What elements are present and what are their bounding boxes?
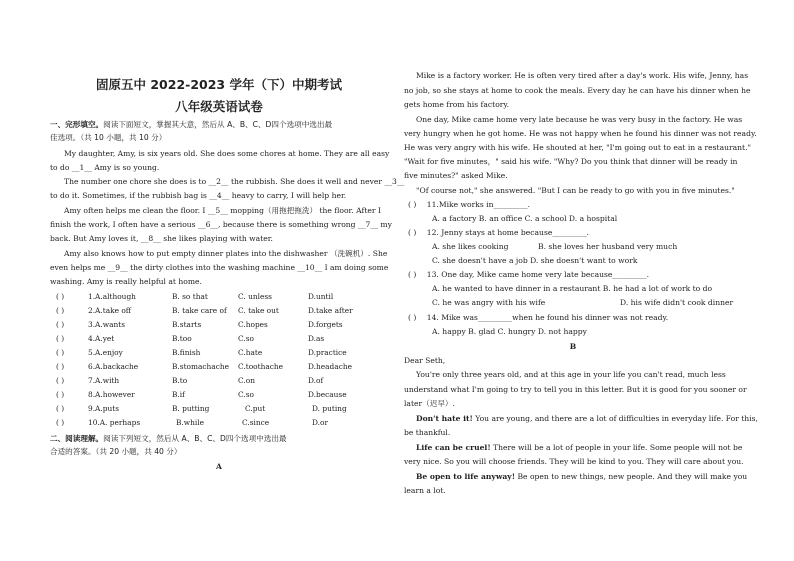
letter-salutation: Dear Seth, — [404, 356, 446, 365]
letter-p4-bold: Be open to life anyway! — [416, 472, 516, 481]
question-stem: 11.Mike works in_________. — [426, 200, 531, 209]
cloze-line-4: to do it. Sometimes, if the rubbish bag is __4__ heavy to carry, I will help her. — [50, 191, 347, 200]
option-a: 2.A.take off — [88, 306, 132, 315]
option-b: B.to — [172, 376, 188, 385]
section2-instruction-2: 合适的答案。（共 20 小题，共 40 分） — [50, 447, 182, 456]
option-d: D. puting — [312, 404, 347, 413]
option-a: 5.A.enjoy — [88, 348, 123, 357]
option-c: C. unless — [238, 292, 272, 301]
option-a: 3.A.wants — [88, 320, 125, 329]
passage-a-line-5: very hungry when he got home. He was not happy when he found his dinner was not ready. — [404, 129, 757, 138]
option-b: B.while — [176, 418, 204, 427]
cloze-line-1: My daughter, Amy, is six years old. She does some chores at home. They are all easy — [64, 149, 390, 158]
letter-p2-bold: Don't hate it! — [416, 414, 473, 423]
question-11-options: A. a factory B. an office C. a school D. a hospital — [432, 214, 618, 223]
letter-p1-line-1: You're only three years old, and at this age in your life you can't read, much less — [416, 370, 726, 379]
question-12-option-cd: C. she doesn't have a job D. she doesn't want to work — [432, 256, 638, 265]
passage-a-line-3: gets home from his factory. — [404, 100, 510, 109]
letter-p2-line-1 — [416, 414, 758, 424]
option-b: B.finish — [172, 348, 201, 357]
option-b: B.too — [172, 334, 192, 343]
answer-paren[interactable]: ( ) — [56, 418, 65, 427]
answer-paren[interactable]: ( ) — [56, 348, 65, 357]
option-b: B. so that — [172, 292, 208, 301]
passage-a-line-4: One day, Mike came home very late because he was very busy in the factory. He was — [416, 115, 743, 124]
option-b: B.starts — [172, 320, 202, 329]
letter-p2-line-2: be thankful. — [404, 428, 451, 437]
cloze-line-3: The number one chore she does is to __2__ the rubbish. She does it well and never __3__ — [64, 177, 405, 186]
option-c: C.on — [238, 376, 255, 385]
option-a: 1.A.although — [88, 292, 136, 301]
cloze-line-2: to do __1__ Amy is so young. — [50, 163, 160, 172]
question-stem: 12. Jenny stays at home because_________. — [426, 228, 589, 237]
option-d: D.forgets — [308, 320, 343, 329]
answer-paren[interactable]: ( ) — [408, 228, 417, 237]
option-d: D.headache — [308, 362, 352, 371]
option-c: C.hate — [238, 348, 263, 357]
option-c: C.hopes — [238, 320, 268, 329]
cloze-line-9: even helps me __9__ the dirty clothes into the washing machine __10__ I am doing some — [50, 263, 389, 272]
letter-p3-bold: Life can be cruel! — [416, 443, 491, 452]
cloze-line-5: Amy often helps me clean the floor. I __5__ mopping（用拖把拖洗） the floor. After I — [64, 206, 381, 215]
exam-title: 固原五中 2022-2023 学年（下）中期考试 — [96, 77, 342, 92]
option-c: C.so — [238, 334, 254, 343]
question-14 — [408, 313, 668, 323]
passage-a-line-8: five minutes?" asked Mike. — [404, 171, 508, 180]
option-b: B.stomachache — [172, 362, 229, 371]
question-13-option-c: C. he was angry with his wife — [432, 298, 546, 307]
cloze-line-6: finish the work, I often have a serious __6__, because there is something wrong __7__ my — [50, 220, 392, 229]
letter-p3-line-1 — [416, 443, 742, 453]
answer-paren[interactable]: ( ) — [56, 390, 65, 399]
option-a: 7.A.with — [88, 376, 120, 385]
letter-p4-line-1 — [416, 472, 747, 482]
answer-paren[interactable]: ( ) — [408, 270, 417, 279]
option-a: 10.A. perhaps — [88, 418, 141, 427]
cloze-line-8: Amy also knows how to put empty dinner plates into the dishwasher （洗碗机）. She — [64, 249, 388, 258]
passage-a-line-6: He was very angry with his wife. He shouted at her, "I'm going out to eat in a restaurant." — [404, 143, 752, 152]
part-a-label: A — [216, 462, 222, 471]
option-c: C.since — [242, 418, 270, 427]
answer-paren[interactable]: ( ) — [56, 320, 65, 329]
section1-instruction-2: 佳选项。（共 10 小题，共 10 分） — [50, 133, 167, 142]
cloze-line-10: washing. Amy is really helpful at home. — [50, 277, 202, 286]
letter-p2-text: You are young, and there are a lot of difficulties in everyday life. For this, — [472, 414, 758, 423]
letter-p3-text: There will be a lot of people in your life. Some people will not be — [490, 443, 743, 452]
section2-heading: 二、阅读理解。 — [50, 434, 104, 443]
option-d: D.practice — [308, 348, 347, 357]
option-a: 6.A.backache — [88, 362, 139, 371]
question-13-option-d: D. his wife didn't cook dinner — [620, 298, 734, 307]
option-a: 4.A.yet — [88, 334, 115, 343]
letter-p1-line-2: understand what I'm going to try to tell you in this letter. But it is good for you sooner or — [404, 385, 747, 394]
section1-heading: 一、完形填空。 — [50, 120, 104, 129]
question-12-option-b: B. she loves her husband very much — [538, 242, 678, 251]
question-13-option-ab: A. he wanted to have dinner in a restaurant B. he had a lot of work to do — [432, 284, 713, 293]
option-d: D.or — [312, 418, 328, 427]
section1-instruction-1: 阅读下面短文，掌握其大意，然后从 A、B、C、D四个选项中选出最 — [103, 120, 333, 129]
question-12 — [408, 228, 589, 238]
question-14-options: A. happy B. glad C. hungry D. not happy — [432, 327, 587, 336]
part-b-label: B — [569, 342, 577, 351]
cloze-line-7: back. But Amy loves it, __8__ she likes playing with water. — [50, 234, 273, 243]
section2-instruction-1: 阅读下列短文，然后从 A、B、C、D四个选项中选出最 — [103, 434, 287, 443]
answer-paren[interactable]: ( ) — [408, 200, 417, 209]
question-13 — [408, 270, 649, 280]
option-d: D.take after — [308, 306, 353, 315]
answer-paren[interactable]: ( ) — [56, 404, 65, 413]
option-a: 9.A.puts — [88, 404, 119, 413]
passage-a-line-2: no job, so she stays at home to cook the meals. Every day he can have his dinner when he — [404, 86, 751, 95]
passage-a-line-9: "Of course not," she answered. "But I can be ready to go with you in five minutes." — [416, 186, 735, 195]
option-b: B.if — [172, 390, 185, 399]
section1-line1 — [50, 120, 332, 130]
question-11 — [408, 200, 530, 210]
section2-line1 — [50, 434, 287, 444]
exam-subtitle: 八年级英语试卷 — [175, 99, 263, 114]
option-a: 8.A.however — [88, 390, 135, 399]
letter-p1-line-3: later（迟早）. — [404, 399, 455, 408]
answer-paren[interactable]: ( ) — [56, 306, 65, 315]
letter-p3-line-2: very nice. So you will choose friends. They will be kind to you. They will care about you. — [404, 457, 744, 466]
option-c: C.put — [245, 404, 266, 413]
answer-paren[interactable]: ( ) — [56, 376, 65, 385]
option-b: B. take care of — [172, 306, 227, 315]
option-d: D.because — [308, 390, 347, 399]
question-stem: 14. Mike was_________when he found his dinner was not ready. — [426, 313, 669, 322]
passage-a-line-1: Mike is a factory worker. He is often very tired after a day's work. His wife, Jenny, has — [416, 71, 749, 80]
option-d: D.of — [308, 376, 324, 385]
answer-paren[interactable]: ( ) — [408, 313, 417, 322]
answer-paren[interactable]: ( ) — [56, 362, 65, 371]
option-b: B. putting — [172, 404, 210, 413]
option-c: C.so — [238, 390, 254, 399]
answer-paren[interactable]: ( ) — [56, 292, 65, 301]
option-d: D.until — [308, 292, 334, 301]
letter-p4-line-2: learn a lot. — [404, 486, 446, 495]
answer-paren[interactable]: ( ) — [56, 334, 65, 343]
passage-a-line-7: "Wait for five minutes，" said his wife. "Why? Do you think that dinner will be ready in — [404, 157, 738, 166]
option-c: C. take out — [238, 306, 279, 315]
letter-p4-text: Be open to new things, new people. And they will make you — [515, 472, 748, 481]
option-c: C.toothache — [238, 362, 284, 371]
question-12-option-a: A. she likes cooking — [432, 242, 509, 251]
question-stem: 13. One day, Mike came home very late because_________. — [426, 270, 649, 279]
option-d: D.as — [308, 334, 325, 343]
